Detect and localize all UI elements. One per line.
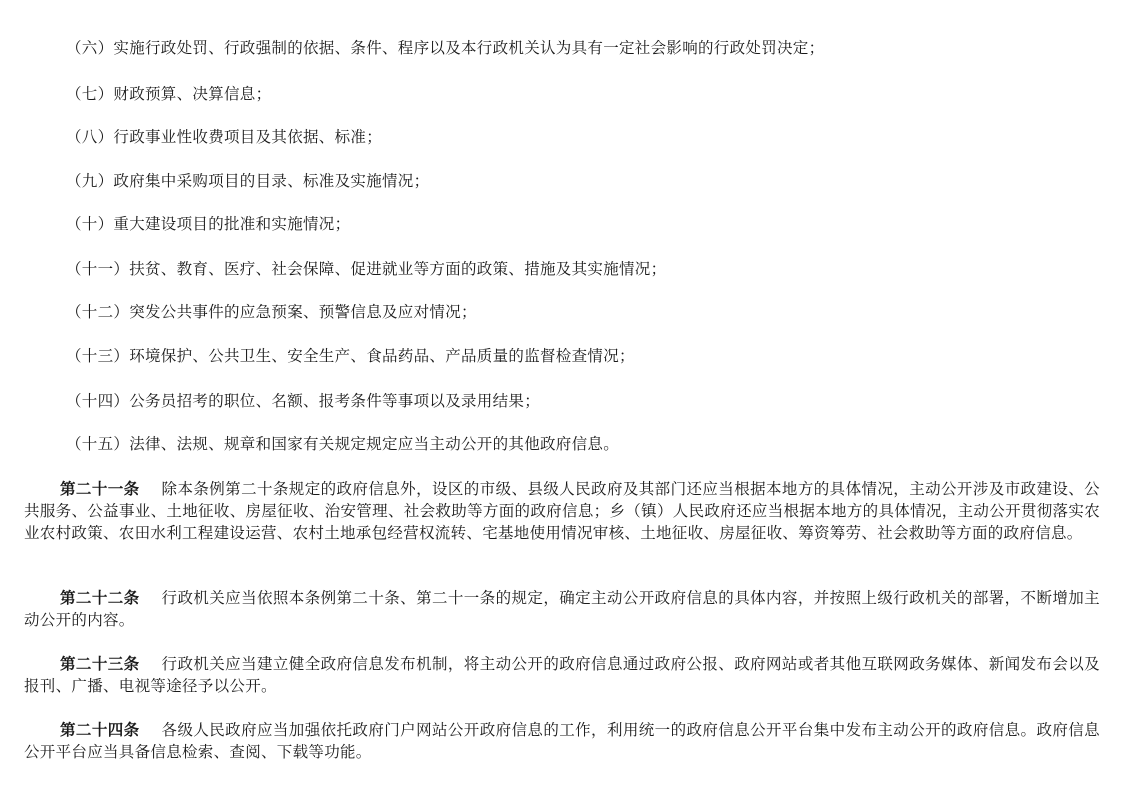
list-item: （六）实施行政处罚、行政强制的依据、条件、程序以及本行政机关认为具有一定社会影响的行政处罚决定； — [66, 39, 825, 57]
list-item: （十四）公务员招考的职位、名额、报考条件等事项以及录用结果； — [66, 392, 541, 410]
article-22 — [24, 587, 1100, 631]
article-number: 第二十四条 — [60, 720, 140, 739]
article-number: 第二十一条 — [60, 479, 140, 498]
list-item: （十二）突发公共事件的应急预案、预警信息及应对情况； — [66, 303, 477, 321]
article-24 — [24, 719, 1100, 763]
article-number: 第二十三条 — [60, 654, 140, 673]
article-text: 各级人民政府应当加强依托政府门户网站公开政府信息的工作，利用统一的政府信息公开平台集中发布主动公开的政府信息。政府信息公开平台应当具备信息检索、查阅、下载等功能。 — [24, 721, 1100, 761]
article-text: 行政机关应当建立健全政府信息发布机制，将主动公开的政府信息通过政府公报、政府网站或者其他互联网政务媒体、新闻发布会以及报刊、广播、电视等途径予以公开。 — [24, 655, 1100, 695]
list-item: （七）财政预算、决算信息； — [66, 85, 272, 103]
list-item: （十三）环境保护、公共卫生、安全生产、食品药品、产品质量的监督检查情况； — [66, 347, 635, 365]
article-text: 行政机关应当依照本条例第二十条、第二十一条的规定，确定主动公开政府信息的具体内容，并按照上级行政机关的部署，不断增加主动公开的内容。 — [24, 589, 1100, 629]
list-item: （十五）法律、法规、规章和国家有关规定规定应当主动公开的其他政府信息。 — [66, 435, 620, 453]
list-item: （八）行政事业性收费项目及其依据、标准； — [66, 128, 383, 146]
article-21 — [24, 478, 1100, 544]
article-number: 第二十二条 — [60, 588, 140, 607]
list-item: （十一）扶贫、教育、医疗、社会保障、促进就业等方面的政策、措施及其实施情况； — [66, 260, 667, 278]
article-23 — [24, 653, 1100, 697]
list-item: （九）政府集中采购项目的目录、标准及实施情况； — [66, 172, 430, 190]
list-item: （十）重大建设项目的批准和实施情况； — [66, 215, 351, 233]
article-text: 除本条例第二十条规定的政府信息外，设区的市级、县级人民政府及其部门还应当根据本地方的具体情况，主动公开涉及市政建设、公共服务、公益事业、土地征收、房屋征收、治安管理、社会救助等方面的政府信息；乡（镇）人民政府还应当根据本地方的具体情况，主动公开贯彻落实农业农村政策、农田水利工程建设运营、农村土地承包经营权流转、宅基地使用情况审核、土地征收、房屋征收、筹资筹劳、社会救助等方面的政府信息。 — [24, 480, 1100, 542]
